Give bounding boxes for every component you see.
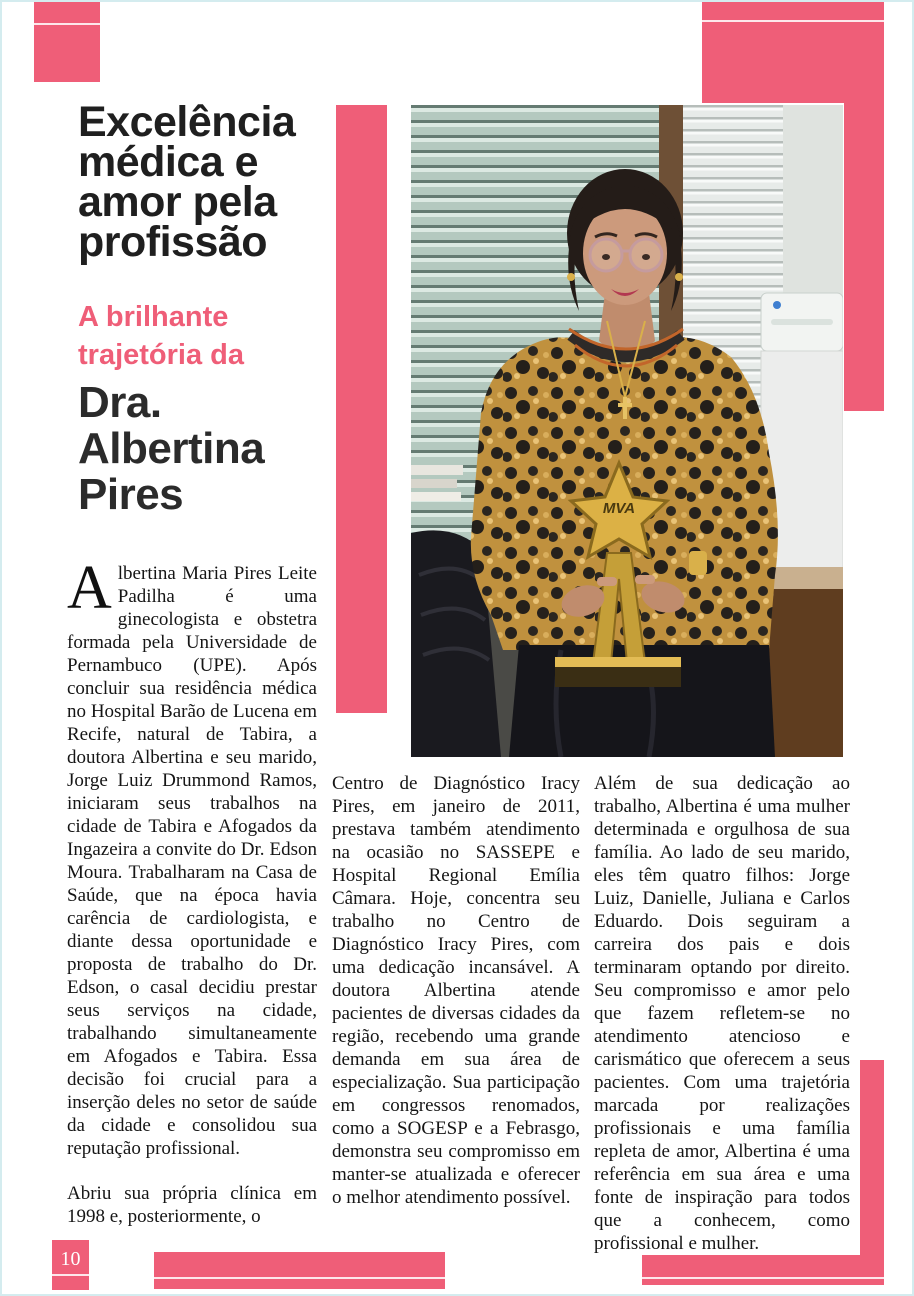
body-column-3: [594, 772, 850, 1255]
photo-eye: [642, 254, 650, 260]
photo-ac-vent: [771, 319, 833, 325]
paragraph-text: lbertina Maria Pires Leite Padilha é uma ginecologista e obstetra formada pela Universidade de Pernambuco (UPE). Após concluir sua residência médica no Hospital Barão de Lucena em Recife, natural de Tabira, a doutora Albertina e seu marido, Jorge Luiz Drummond Ramos, iniciaram seus trabalhos na cidade de Tabira e Afogados da Ingazeira a convite do Dr. Edson Moura. Trabalharam na Casa de Saúde, que na época havia carência de cardiologista, e diante dessa oportunidade e proposta de trabalho do Dr. Edson, o casal decidiu prestar seus serviços na cidade, trabalhando simultaneamente em Afogados e Tabira. Essa decisão foi crucial para a inserção deles no setor de saúde da cidade e consolidou sua reputação profissional.: [67, 563, 317, 1159]
deco-bottom-bar: [154, 1252, 445, 1289]
deco-bottom-right-horizontal-bar: [642, 1255, 884, 1285]
photo-earring: [675, 273, 683, 281]
doctor-name-line: Albertina: [78, 424, 265, 473]
deco-bottom-right-vertical-bar: [860, 1060, 884, 1257]
deco-top-left-square: [34, 2, 100, 82]
page-number-badge: [52, 1240, 89, 1290]
deco-white-line: [34, 23, 100, 25]
deco-photo-left-bar: [336, 105, 387, 713]
photo-trophy-base-top: [555, 657, 681, 667]
article-header: [78, 98, 340, 519]
paragraph: Abriu sua própria clínica em 1998 e, posteriormente, o: [67, 1183, 317, 1227]
deco-white-line: [642, 1277, 884, 1279]
photo-trophy-base: [555, 667, 681, 687]
photo-earring: [567, 273, 575, 281]
deco-white-line: [52, 1274, 89, 1276]
photo-papers: [411, 492, 461, 501]
subtitle-line: trajetória da: [78, 339, 244, 371]
body-column-2: [332, 772, 580, 1209]
deco-right-bar: [844, 103, 884, 411]
photo-fingers: [597, 577, 617, 586]
title-line: amor pela: [78, 178, 277, 226]
article-photo: [411, 105, 843, 757]
photo-illustration: [411, 105, 843, 757]
photo-papers: [411, 465, 463, 475]
title-line: médica e: [78, 138, 259, 186]
photo-eye: [602, 254, 610, 260]
deco-white-line: [154, 1277, 445, 1279]
subtitle-line: A brilhante: [78, 301, 229, 333]
body-column-1: [67, 554, 317, 1228]
title-line: profissão: [78, 218, 268, 266]
paragraph: [67, 554, 317, 1160]
deco-white-line: [702, 20, 884, 22]
photo-gold-watch: [689, 551, 707, 575]
photo-fingers: [635, 575, 655, 584]
drop-cap: A: [67, 554, 112, 622]
paragraph: Além de sua dedicação ao trabalho, Albertina é uma mulher determinada e orgulhosa de sua família. Ao lado de seu marido, eles têm quatro filhos: Jorge Luiz, Danielle, Juliana e Carlos Eduardo. Dois seguiram a carreira dos pais e dois terminaram optando por direito. Seu compromisso e amor pelo que fazem refletem-se no atendimento atencioso e carismático que oferecem a seus pacientes. Com uma trajetória marcada por realizações profissionais e uma família repleta de amor, Albertina é uma referência em sua área e uma fonte de inspiração para todos que a conhecem, como profissional e mulher.: [594, 773, 850, 1254]
doctor-name: [78, 380, 340, 518]
photo-ac-logo: [773, 301, 781, 309]
page-number: 10: [60, 1248, 81, 1270]
paragraph: Centro de Diagnóstico Iracy Pires, em janeiro de 2011, prestava também atendimento na ocasião no SASSEPE e Hospital Regional Emília Câmara. Hoje, concentra seu trabalho no Centro de Diagnóstico Iracy Pires, com uma dedicação incansável. A doutora Albertina atende pacientes de diversas cidades da região, recebendo uma grande demanda em sua área de especialização. Sua participação em congressos renomados, como a SOGESP e a Febrasgo, demonstra seu compromisso em manter-se atualizada e oferecer o melhor atendimento possível.: [332, 773, 580, 1208]
photo-trophy-label: MVA: [602, 500, 636, 517]
deco-top-right-rect: [702, 2, 884, 103]
doctor-name-line: Dra.: [78, 378, 162, 427]
article-title: [78, 98, 340, 266]
doctor-name-line: Pires: [78, 470, 184, 519]
title-line: Excelência: [78, 98, 296, 146]
article-subtitle: [78, 298, 340, 374]
photo-papers: [411, 479, 457, 488]
